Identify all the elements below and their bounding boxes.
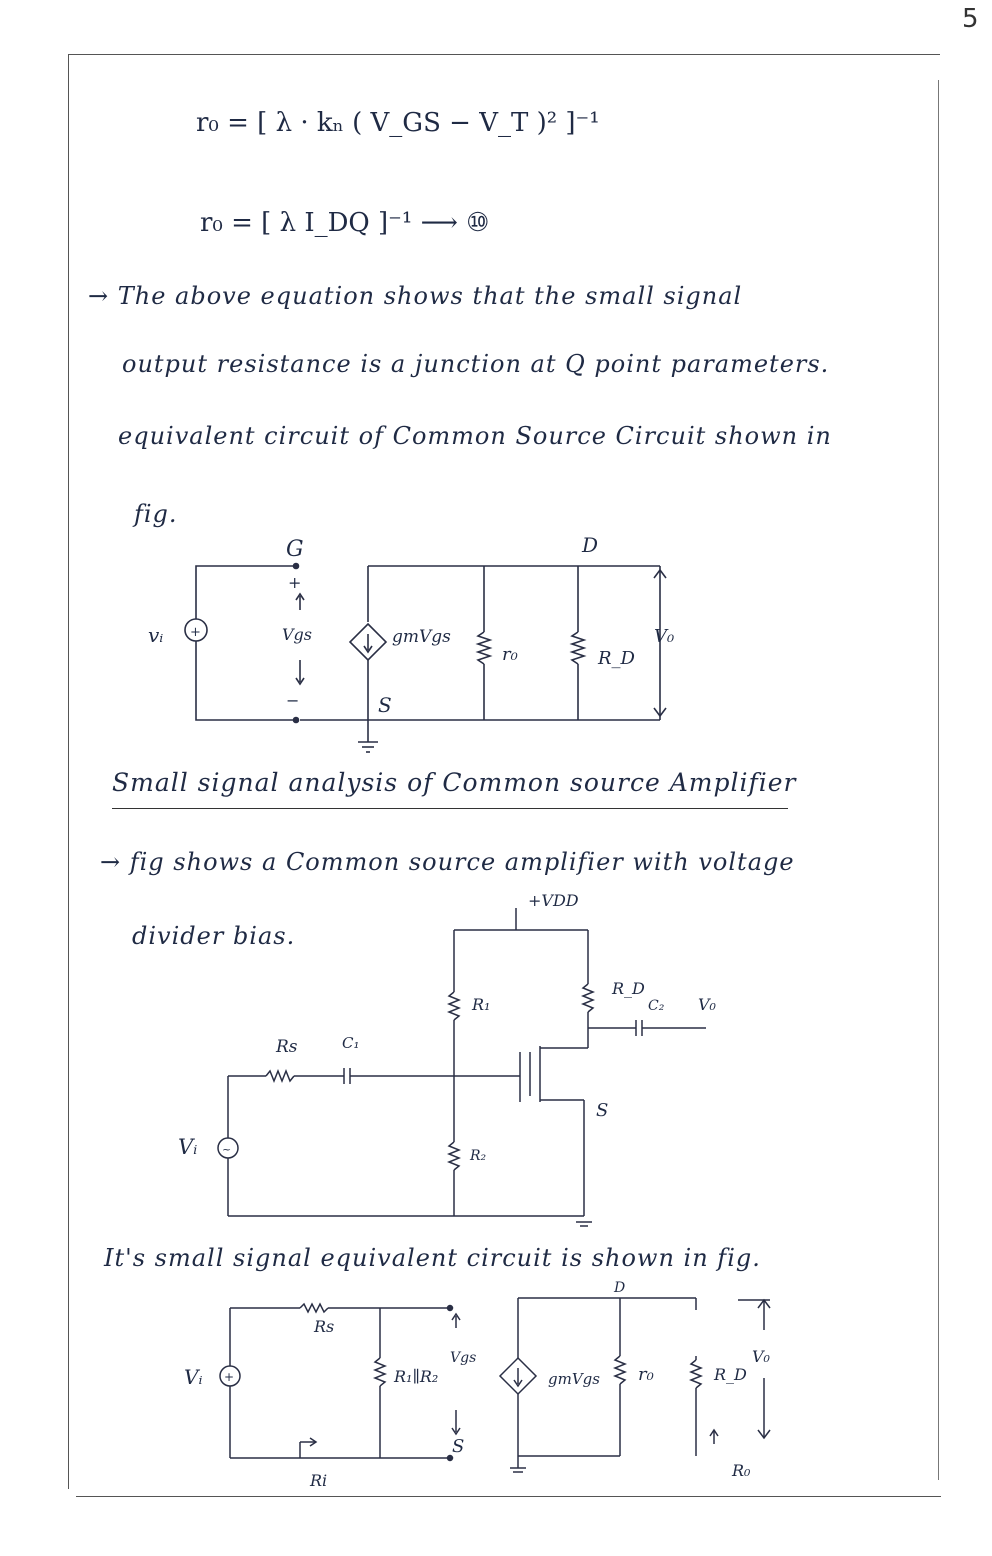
fig1-gate-label: G [286, 537, 304, 562]
paragraph2-line1: → fig shows a Common source amplifier with voltage [100, 848, 795, 876]
fig1-plus-label: + [288, 573, 302, 592]
fig3-ro-label: R₀ [732, 1461, 751, 1480]
paragraph1-line3: equivalent circuit of Common Source Circuit shown in [118, 422, 832, 450]
fig2-r2-label: R₂ [470, 1148, 487, 1164]
fig1-minus-label: − [286, 691, 300, 710]
fig1-source-label: S [378, 693, 392, 717]
fig2-rs-label: Rs [276, 1037, 298, 1057]
fig2-ac-source-symbol: ~ [222, 1143, 232, 1156]
fig3-vi-label: Vᵢ [184, 1365, 203, 1389]
fig1-vo-label: V₀ [654, 626, 675, 647]
fig2-c1-label: C₁ [342, 1034, 360, 1052]
fig1-vgs-label: Vgs [282, 625, 313, 644]
fig2-source-label: S [596, 1100, 609, 1121]
fig3-rd-label: R_D [714, 1365, 747, 1384]
page-number: 5 [962, 4, 979, 34]
fig3-r1r2-label: R₁∥R₂ [394, 1367, 439, 1386]
fig1-vi-label: vᵢ [148, 623, 164, 647]
fig3-vo-label: V₀ [752, 1347, 770, 1366]
fig3-source-label: S [452, 1436, 465, 1457]
paragraph2-line2: divider bias. [132, 922, 296, 950]
fig2-vi-label: Vᵢ [178, 1135, 198, 1159]
paragraph3: It's small signal equivalent circuit is shown in fig. [104, 1244, 761, 1272]
section-heading: Small signal analysis of Common source Amplifier [112, 768, 797, 797]
fig1-drain-label: D [582, 533, 599, 557]
fig3-ri-label: Ri [310, 1471, 328, 1490]
fig3-rs-label: Rs [314, 1317, 335, 1336]
fig1-rd-label: R_D [598, 648, 635, 669]
fig2-c2-label: C₂ [648, 998, 665, 1014]
equation-output-resistance-idq: r₀ = [ λ I_DQ ]⁻¹ ⟶ ⑩ [200, 208, 490, 238]
fig2-vdd-label: +VDD [528, 891, 579, 910]
fig3-r0-label: r₀ [638, 1364, 654, 1385]
fig2-r1-label: R₁ [472, 995, 491, 1014]
fig3-source-plus: + [224, 1370, 235, 1384]
paragraph1-line1: → The above equation shows that the small signal [88, 282, 743, 310]
paragraph1-line2: output resistance is a junction at Q point parameters. [122, 350, 830, 378]
fig2-rd-label: R_D [612, 979, 645, 998]
equation-output-resistance: r₀ = [ λ · kₙ ( V_GS − V_T )² ]⁻¹ [196, 108, 600, 138]
fig3-drain-label: D [614, 1280, 626, 1296]
paragraph1-line4: fig. [134, 500, 178, 528]
fig1-source-plus: + [190, 625, 201, 640]
fig3-vgs-label: Vgs [450, 1350, 477, 1366]
fig3-gm-label: gmVgs [548, 1370, 600, 1388]
fig1-gm-label: gmVgs [392, 627, 451, 647]
fig2-vo-label: V₀ [698, 995, 716, 1014]
fig1-r0-label: r₀ [502, 644, 518, 665]
